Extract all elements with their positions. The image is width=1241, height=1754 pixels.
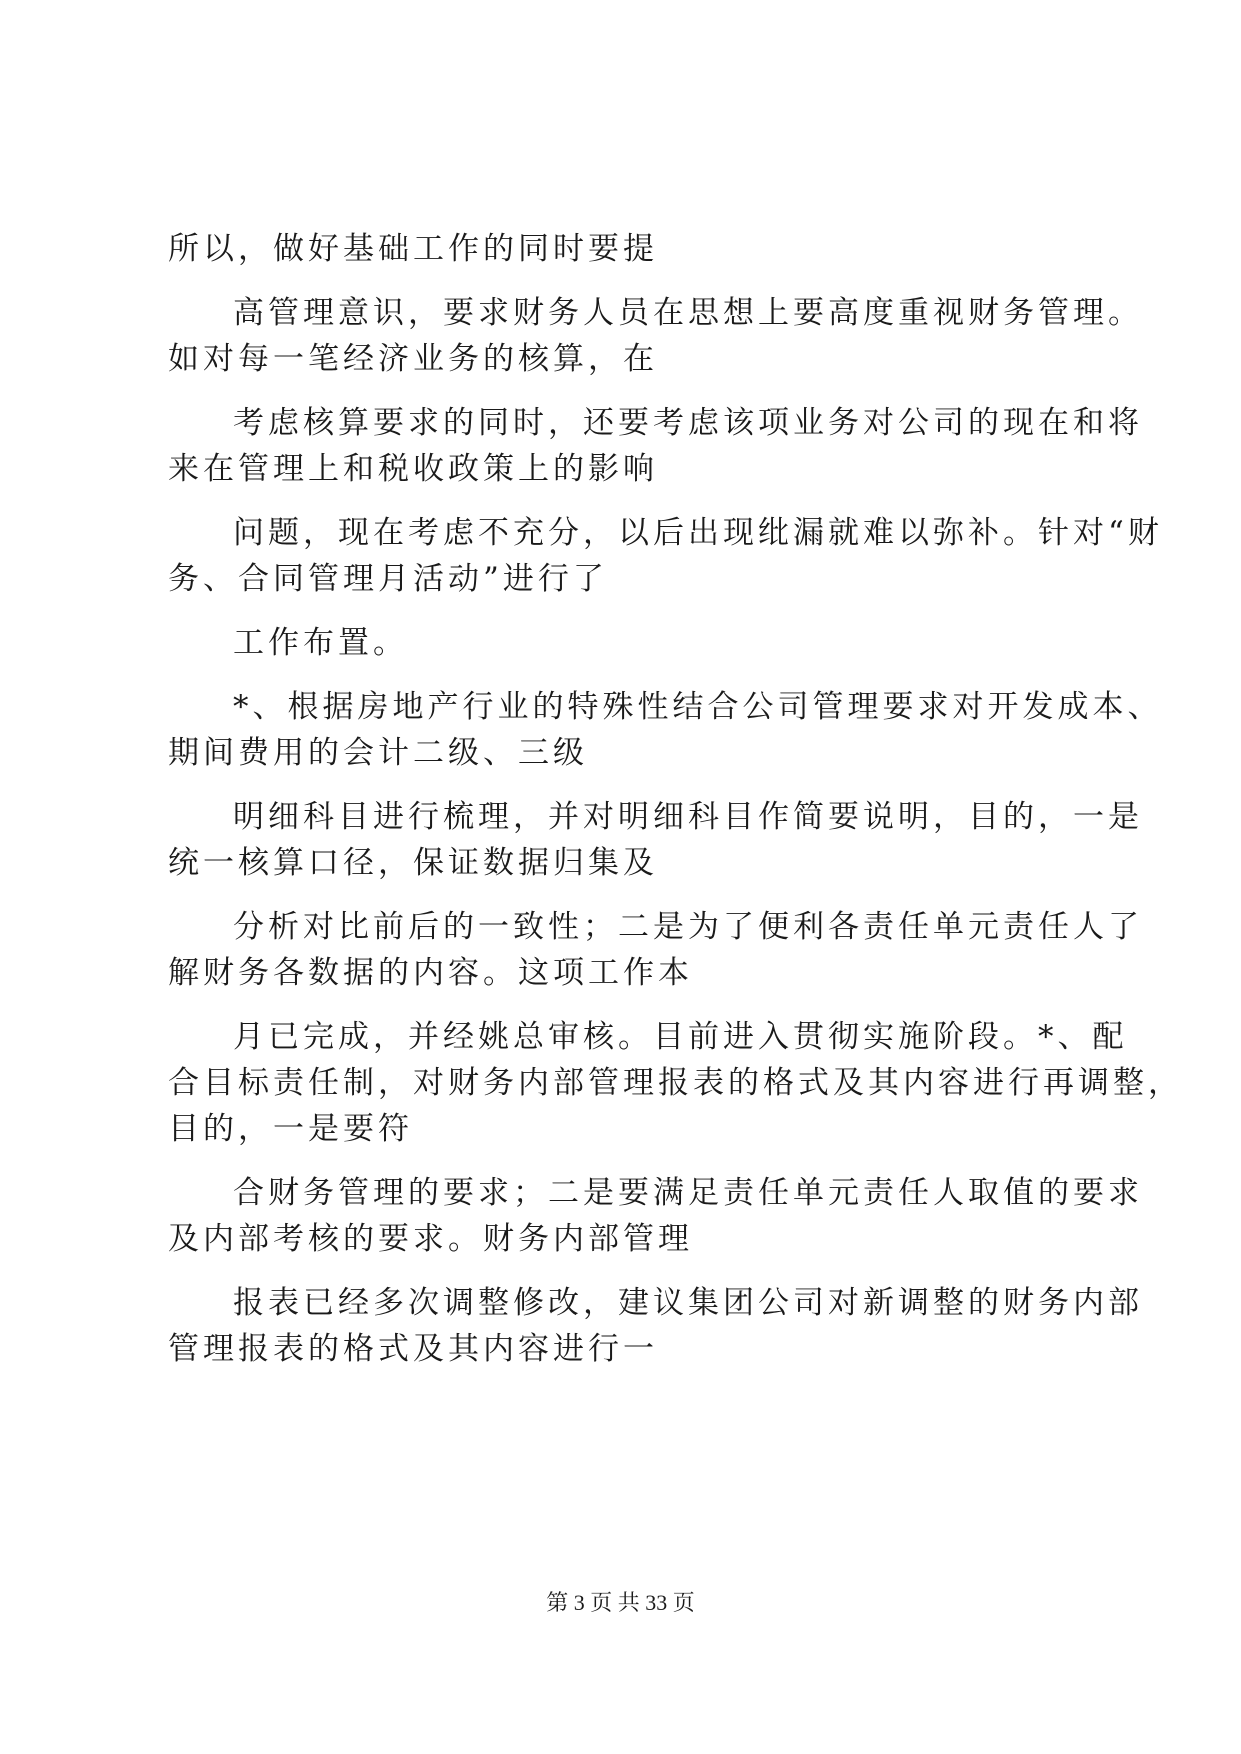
text-line: 及内部考核的要求。财务内部管理 <box>168 1221 693 1257</box>
text-line: 高管理意识，要求财务人员在思想上要高度重视财务管理。 <box>233 295 1143 331</box>
text-line: *、根据房地产行业的特殊性结合公司管理要求对开发成本、 <box>233 689 1163 725</box>
text-line: 统一核算口径，保证数据归集及 <box>168 845 658 881</box>
text-line: 工作布置。 <box>233 625 408 661</box>
text-line: 解财务各数据的内容。这项工作本 <box>168 955 693 991</box>
text-line: 所以，做好基础工作的同时要提 <box>168 231 658 267</box>
document-body <box>168 226 1183 1372</box>
text-line: 考虑核算要求的同时，还要考虑该项业务对公司的现在和将 <box>233 405 1143 441</box>
text-line: 目的，一是要符 <box>168 1111 413 1147</box>
text-line: 明细科目进行梳理，并对明细科目作简要说明，目的，一是 <box>233 799 1143 835</box>
text-line: 报表已经多次调整修改，建议集团公司对新调整的财务内部 <box>233 1285 1143 1321</box>
text-line: 期间费用的会计二级、三级 <box>168 735 588 771</box>
text-line: 合财务管理的要求；二是要满足责任单元责任人取值的要求 <box>233 1175 1143 1211</box>
text-line: 月已完成，并经姚总审核。目前进入贯彻实施阶段。*、配 <box>233 1019 1128 1055</box>
text-line: 问题，现在考虑不充分，以后出现纰漏就难以弥补。针对“财 <box>233 515 1163 551</box>
page-number-footer: 第 3 页 共 33 页 <box>546 1590 695 1615</box>
text-line: 务、合同管理月活动”进行了 <box>168 561 608 597</box>
text-line: 来在管理上和税收政策上的影响 <box>168 451 658 487</box>
text-line: 如对每一笔经济业务的核算，在 <box>168 341 658 377</box>
text-line: 合目标责任制，对财务内部管理报表的格式及其内容进行再调整， <box>168 1065 1183 1101</box>
text-line: 管理报表的格式及其内容进行一 <box>168 1331 658 1367</box>
text-line: 分析对比前后的一致性；二是为了便利各责任单元责任人了 <box>233 909 1143 945</box>
